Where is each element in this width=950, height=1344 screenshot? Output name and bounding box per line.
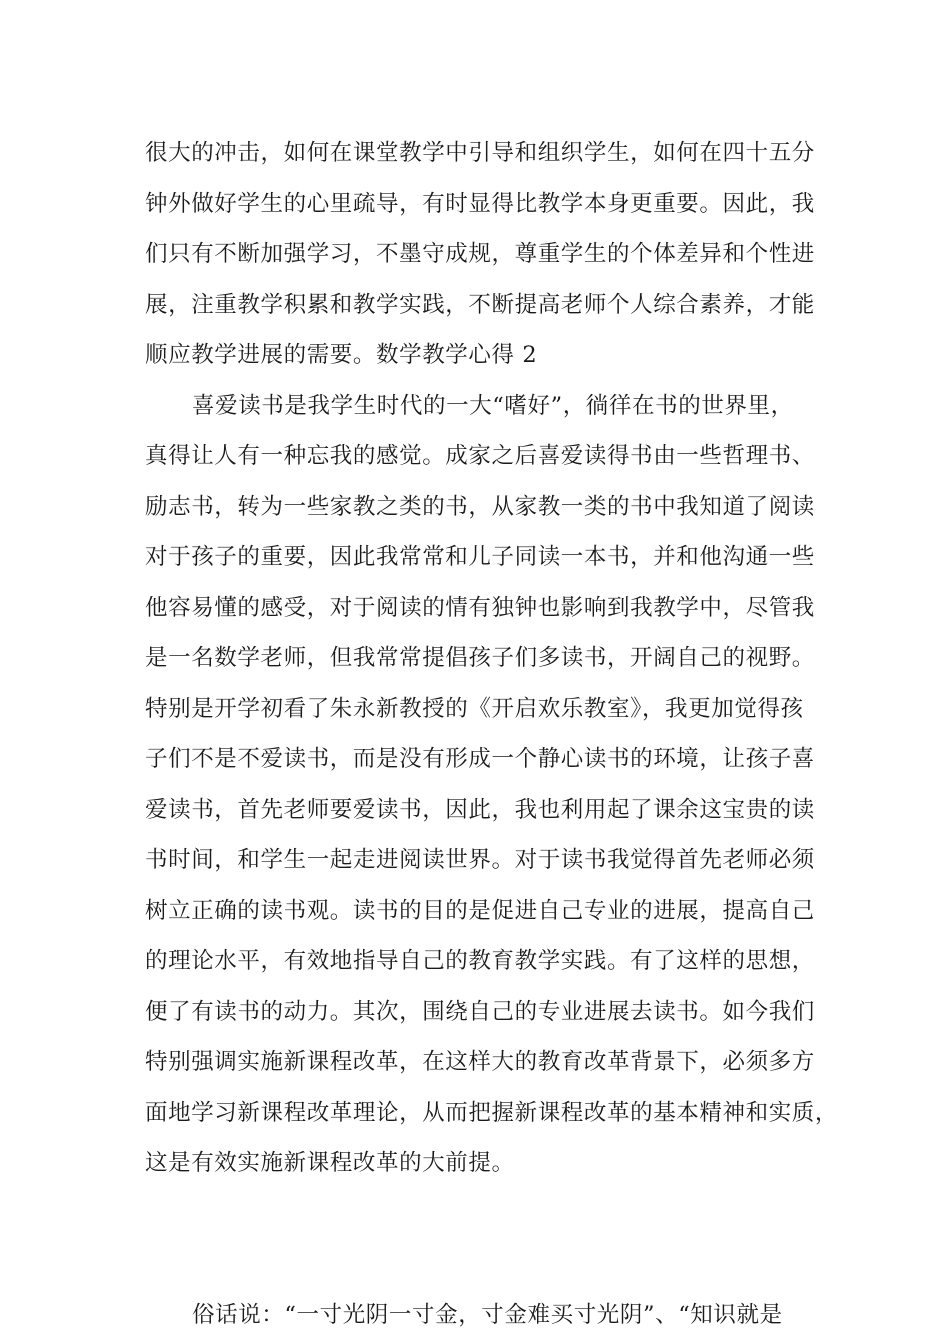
text-line: 俗话说：“一寸光阴一寸金，寸金难买寸光阴”、“知识就是	[192, 1301, 783, 1328]
text-line: 这是有效实施新课程改革的大前提。	[145, 1150, 515, 1176]
body-text	[145, 128, 839, 1340]
text-line: 钟外做好学生的心里疏导，有时显得比教学本身更重要。因此，我	[145, 190, 815, 217]
text-line	[145, 1239, 815, 1290]
text-line: 爱读书，首先老师要爱读书，因此，我也利用起了课余这宝贵的读	[145, 796, 815, 823]
text-line: 很大的冲击，如何在课堂教学中引导和组织学生，如何在四十五分	[145, 140, 815, 166]
text-line: 们只有不断加强学习，不墨守成规，尊重学生的个体差异和个性进	[145, 241, 815, 267]
text-line: 面地学习新课程改革理论，从而把握新课程改革的基本精神和实质，	[145, 1099, 839, 1126]
text-line: 树立正确的读书观。读书的目的是促进自己专业的进展，提高自己	[145, 897, 815, 924]
text-line: 对于孩子的重要，因此我常常和儿子同读一本书，并和他沟通一些	[145, 544, 815, 570]
paragraph-3	[145, 1290, 815, 1341]
text-line: 特别强调实施新课程改革，在这样大的教育改革背景下，必须多方	[145, 1049, 815, 1075]
text-line: 的理论水平，有效地指导自己的教育教学实践。有了这样的思想，	[145, 948, 815, 974]
text-line: 特别是开学初看了朱永新教授的《开启欢乐教室》，我更加觉得孩	[145, 695, 804, 722]
text-line: 喜爱读书是我学生时代的一大“嗜好”，徜徉在书的世界里，	[192, 392, 794, 419]
text-line: 子们不是不爱读书，而是没有形成一个静心读书的环境，让孩子喜	[145, 746, 815, 772]
paragraph-1	[145, 128, 815, 381]
text-line: 便了有读书的动力。其次，围绕自己的专业进展去读书。如今我们	[145, 998, 815, 1025]
text-line	[145, 1189, 815, 1240]
text-line: 书时间，和学生一起走进阅读世界。对于读书我觉得首先老师必须	[145, 847, 815, 873]
text-line: 真得让人有一种忘我的感觉。成家之后喜爱读得书由一些哲理书、	[145, 443, 815, 469]
paragraph-2	[145, 381, 839, 1290]
text-line: 励志书，转为一些家教之类的书，从家教一类的书中我知道了阅读	[145, 493, 815, 520]
text-line: 展，注重教学积累和教学实践，不断提高老师个人综合素养，才能	[145, 291, 815, 318]
text-line: 他容易懂的感受，对于阅读的情有独钟也影响到我教学中，尽管我	[145, 594, 815, 621]
text-line: 是一名数学老师，但我常常提倡孩子们多读书，开阔自己的视野。	[145, 645, 815, 671]
text-line: 顺应教学进展的需要。数学教学心得 2	[145, 342, 538, 368]
